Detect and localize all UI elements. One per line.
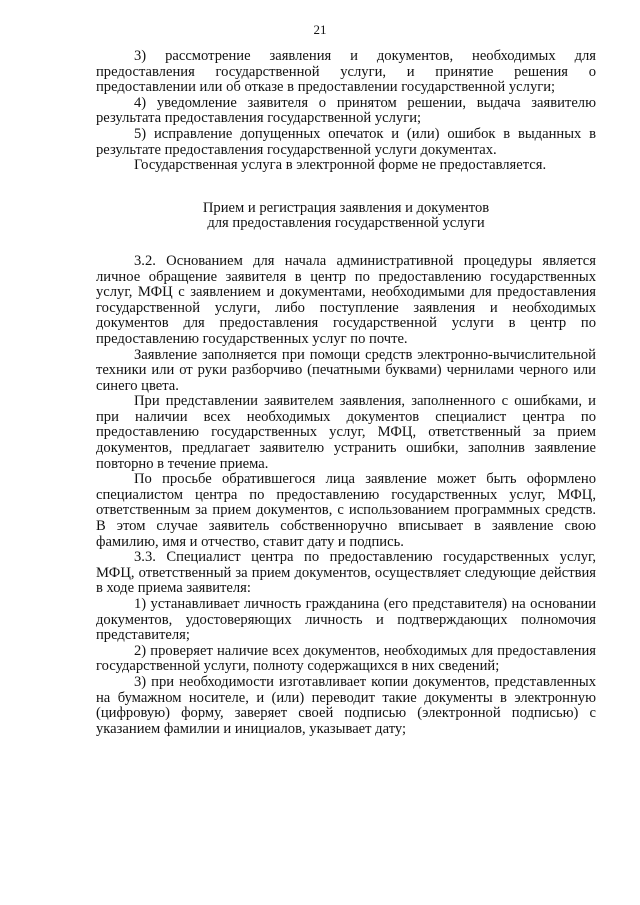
section-heading-line-1: Прием и регистрация заявления и документов [202,199,490,216]
errors-in-application: При представлении заявителем заявления, заполненного с ошибками, и при наличии всех необходимых документов специалист центра по предоставлению государственных услуг, МФЦ, ответственный за прием документов, предлагает заявителю устранить ошибки, заполнив заявление повторно в течение приема. [96,393,596,472]
action-2-check-documents: 2) проверяет наличие всех документов, необходимых для предоставления государственной услуги, полноту содержащихся в них сведений; [96,642,596,675]
page-number: 21 [313,22,327,37]
document-body [96,49,596,737]
clause-3-3: 3.3. Специалист центра по предоставлению государственных услуг, МФЦ, ответственный за прием документов, осуществляет следующие действия в ходе приема заявителя: [96,549,596,597]
clause-3-2: 3.2. Основанием для начала административной процедуры является личное обращение заявителя в центр по предоставлению государственных услуг, МФЦ с заявлением и документами, необходимыми для предоставления государственной услуги, либо поступление заявления и необходимых документов для предоставления государственной услуги в центр по предоставлению государственных услуг по почте. [96,252,596,347]
action-3-copies: 3) при необходимости изготавливает копии документов, представленных на бумажном носителе, и (или) переводит такие документы в электронную (цифровую) форму, заверяет своей подписью (электронной подписью) с указанием фамилии и инициалов, указывает дату; [96,673,596,737]
section-heading-line-2: для предоставления государственной услуги [207,215,485,232]
list-item-5-corrections: 5) исправление допущенных опечаток и (или) ошибок в выданных в результате предоставления государственной услуги документах. [96,125,596,158]
action-1-identity: 1) устанавливает личность гражданина (его представителя) на основании документов, удостоверяющих личность и подтверждающих полномочия представителя; [96,596,596,644]
electronic-form-note: Государственная услуга в электронной форме не предоставляется. [134,157,547,174]
section-heading [96,201,596,232]
application-by-specialist: По просьбе обратившегося лица заявление может быть оформлено специалистом центра по предоставлению государственных услуг, МФЦ, ответственным за прием документов, с использованием программных средств. В этом случае заявитель собственноручно вписывает в заявление свою фамилию, имя и отчество, ставит дату и подпись. [96,471,596,550]
list-item-3-review: 3) рассмотрение заявления и документов, необходимых для предоставления государственной услуги, и принятие решения о предоставлении или об отказе в предоставлении государственной услуги; [96,48,596,96]
application-filling-rules: Заявление заполняется при помощи средств электронно-вычислительной техники или от руки разборчиво (печатными буквами) чернилами черного или синего цвета. [96,346,596,394]
list-item-4-notification: 4) уведомление заявителя о принятом решении, выдача заявителю результата предоставления государственной услуги; [96,94,596,127]
